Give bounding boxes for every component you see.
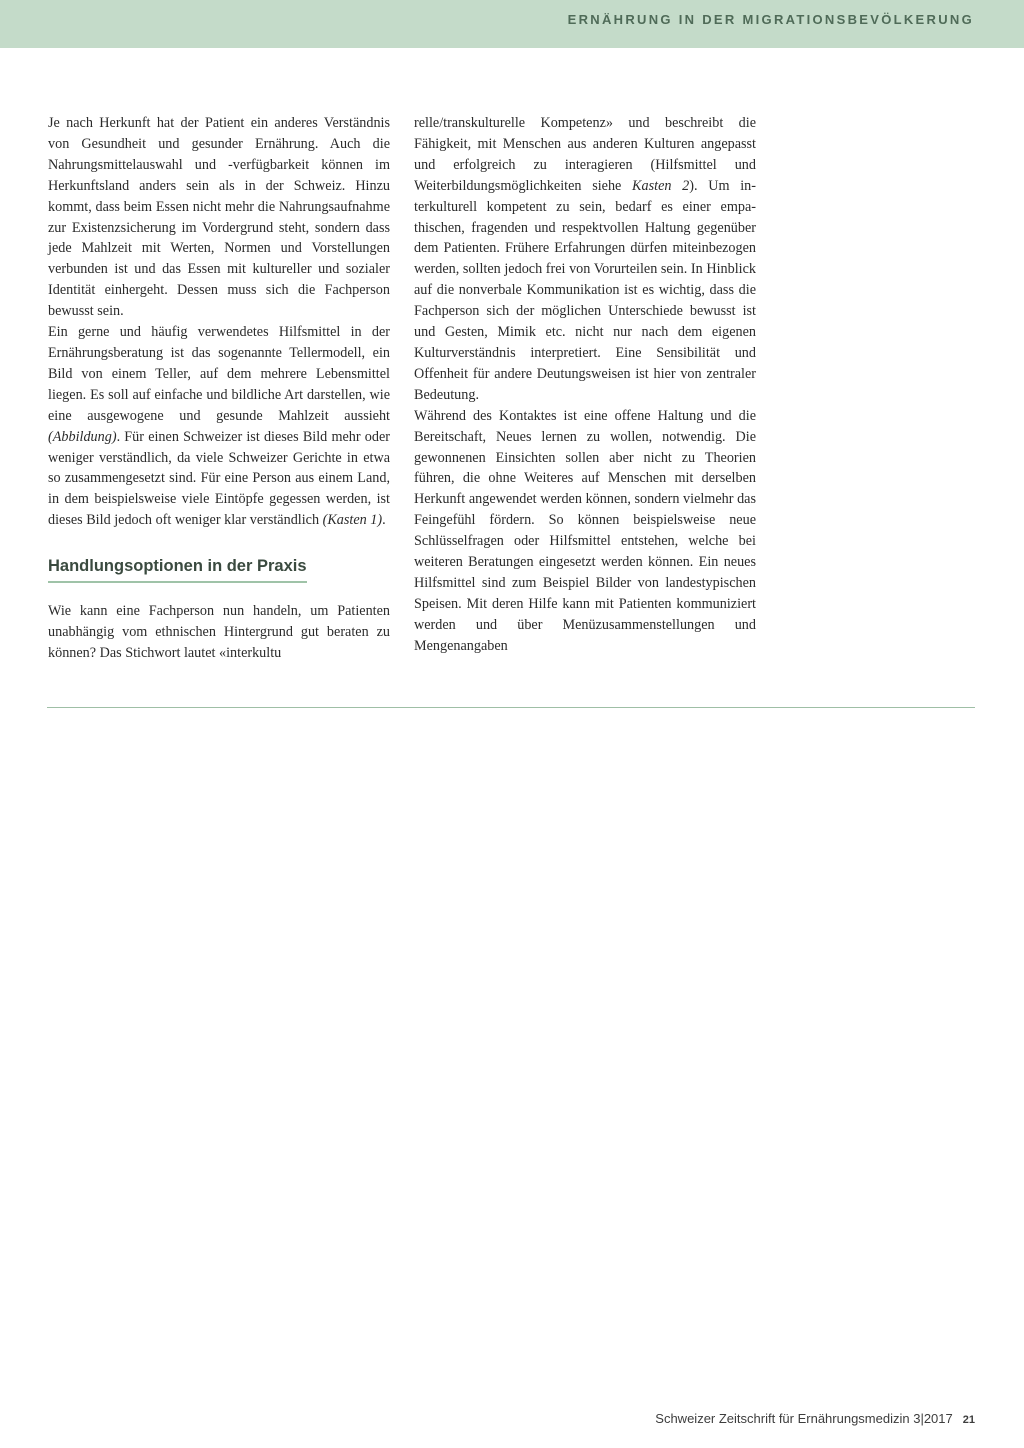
paragraph-4-text-continued: ). Um interkulturell kompetent zu sein, bedarf es einer empathischen, fragenden und respektvollen Haltung gegenüber dem Patienten. Frühere Erfahrungen dürfen miteinbezogen werden, sollten jedoch frei von Vorurteilen sein. In Hinblick auf die nonverbale Kommunikation ist es wichtig, dass die Fachperson sich der möglichen Unterschiede bewusst ist und Gesten, Mimik etc. nicht nur nach dem eigenen Kulturverständnis interpretiert. Eine Sensibilität und Offenheit für andere Deutungsweisen ist hier von zentraler Bedeutung. — [414, 177, 756, 403]
figure-reference: (Abbildung) — [48, 428, 117, 445]
divider-rule — [47, 707, 975, 708]
paragraph-2-text: Ein gerne und häufig verwendetes Hilfsmittel in der Ernährungsberatung ist das sogenannte Tellermodell, ein Bild von einem Teller, auf dem mehrere Lebensmittel liegen. Es soll auf einfache und bildliche Art darstellen, wie eine ausgewogene und gesunde Mahlzeit aussieht — [48, 324, 390, 424]
right-column — [414, 113, 756, 657]
box-reference-1: (Kasten 1) — [322, 512, 383, 529]
journal-title: Schweizer Zeitschrift für Ernährungsmedizin 3|2017 — [655, 1411, 953, 1426]
paragraph-2-text-continued: . Für einen Schweizer ist dieses Bild mehr oder weniger verständlich, da viele Schweizer Gerichte in etwa so zusammengesetzt sind. Für eine Person aus einem Land, in dem beispielsweise viele Eintöpfe gegessen werden, ist dieses Bild jedoch oft weniger klar verständlich — [48, 428, 390, 529]
paragraph-4-text: relle/transkulturelle Kompetenz» und beschreibt die Fähigkeit, mit Menschen aus anderen Kulturen angepasst und erfolgreich zu interagieren (Hilfsmittel und Weiterbildungsmöglichkeiten siehe — [414, 115, 756, 194]
subheading: Handlungsoptionen in der Praxis — [48, 555, 307, 583]
subheading-container — [48, 555, 390, 583]
paragraph-5: Während des Kontaktes ist eine offene Haltung und die Bereitschaft, Neues lernen zu wollen, notwendig. Die gewonnenen Einsichten sollen aber nicht zu Theorien führen, die ohne Weiteres auf Menschen mit derselben Herkunft angewendet werden können, sondern vielmehr das Feingefühl fördern. So können beispielsweise neue Schlüsselfragen oder Hilfsmittel entstehen, welche bei weiteren Beratungen eingesetzt werden können. Ein neues Hilfsmittel sind zum Beispiel Bilder von landestypischen Speisen. Mit deren Hilfe kann mit Patienten kommuniziert werden und über Menüzusammenstellungen und Mengenangaben — [414, 407, 756, 654]
header-band — [0, 0, 1024, 48]
box-reference-2: Kasten 2 — [632, 177, 690, 194]
footer — [655, 1411, 975, 1426]
page-number: 21 — [962, 1414, 975, 1426]
paragraph-2 — [48, 322, 390, 531]
section-title: ERNÄHRUNG IN DER MIGRATIONSBEVÖLKERUNG — [567, 12, 974, 27]
left-column — [48, 113, 390, 664]
paragraph-2-end: . — [382, 512, 386, 529]
paragraph-1: Je nach Herkunft hat der Patient ein anderes Verständnis von Gesundheit und gesunder Ernährung. Auch die Nahrungsmittelauswahl und -verfügbarkeit können im Herkunftsland anders sein als in der Schweiz. Hinzu kommt, dass beim Essen nicht mehr die Nahrungsaufnahme zur Existenzsicherung im Vordergrund steht, sondern dass jede Mahlzeit mit Werten, Normen und Vorstellungen verbunden ist und das Essen mit kultureller und sozialer Identität einhergeht. Dessen muss sich die Fachperson bewusst sein. — [48, 115, 390, 320]
paragraph-3: Wie kann eine Fachperson nun handeln, um Patienten unabhängig vom ethnischen Hintergrund gut beraten zu können? Das Stichwort lautet «interkultu — [48, 603, 390, 661]
paragraph-4 — [414, 113, 756, 406]
